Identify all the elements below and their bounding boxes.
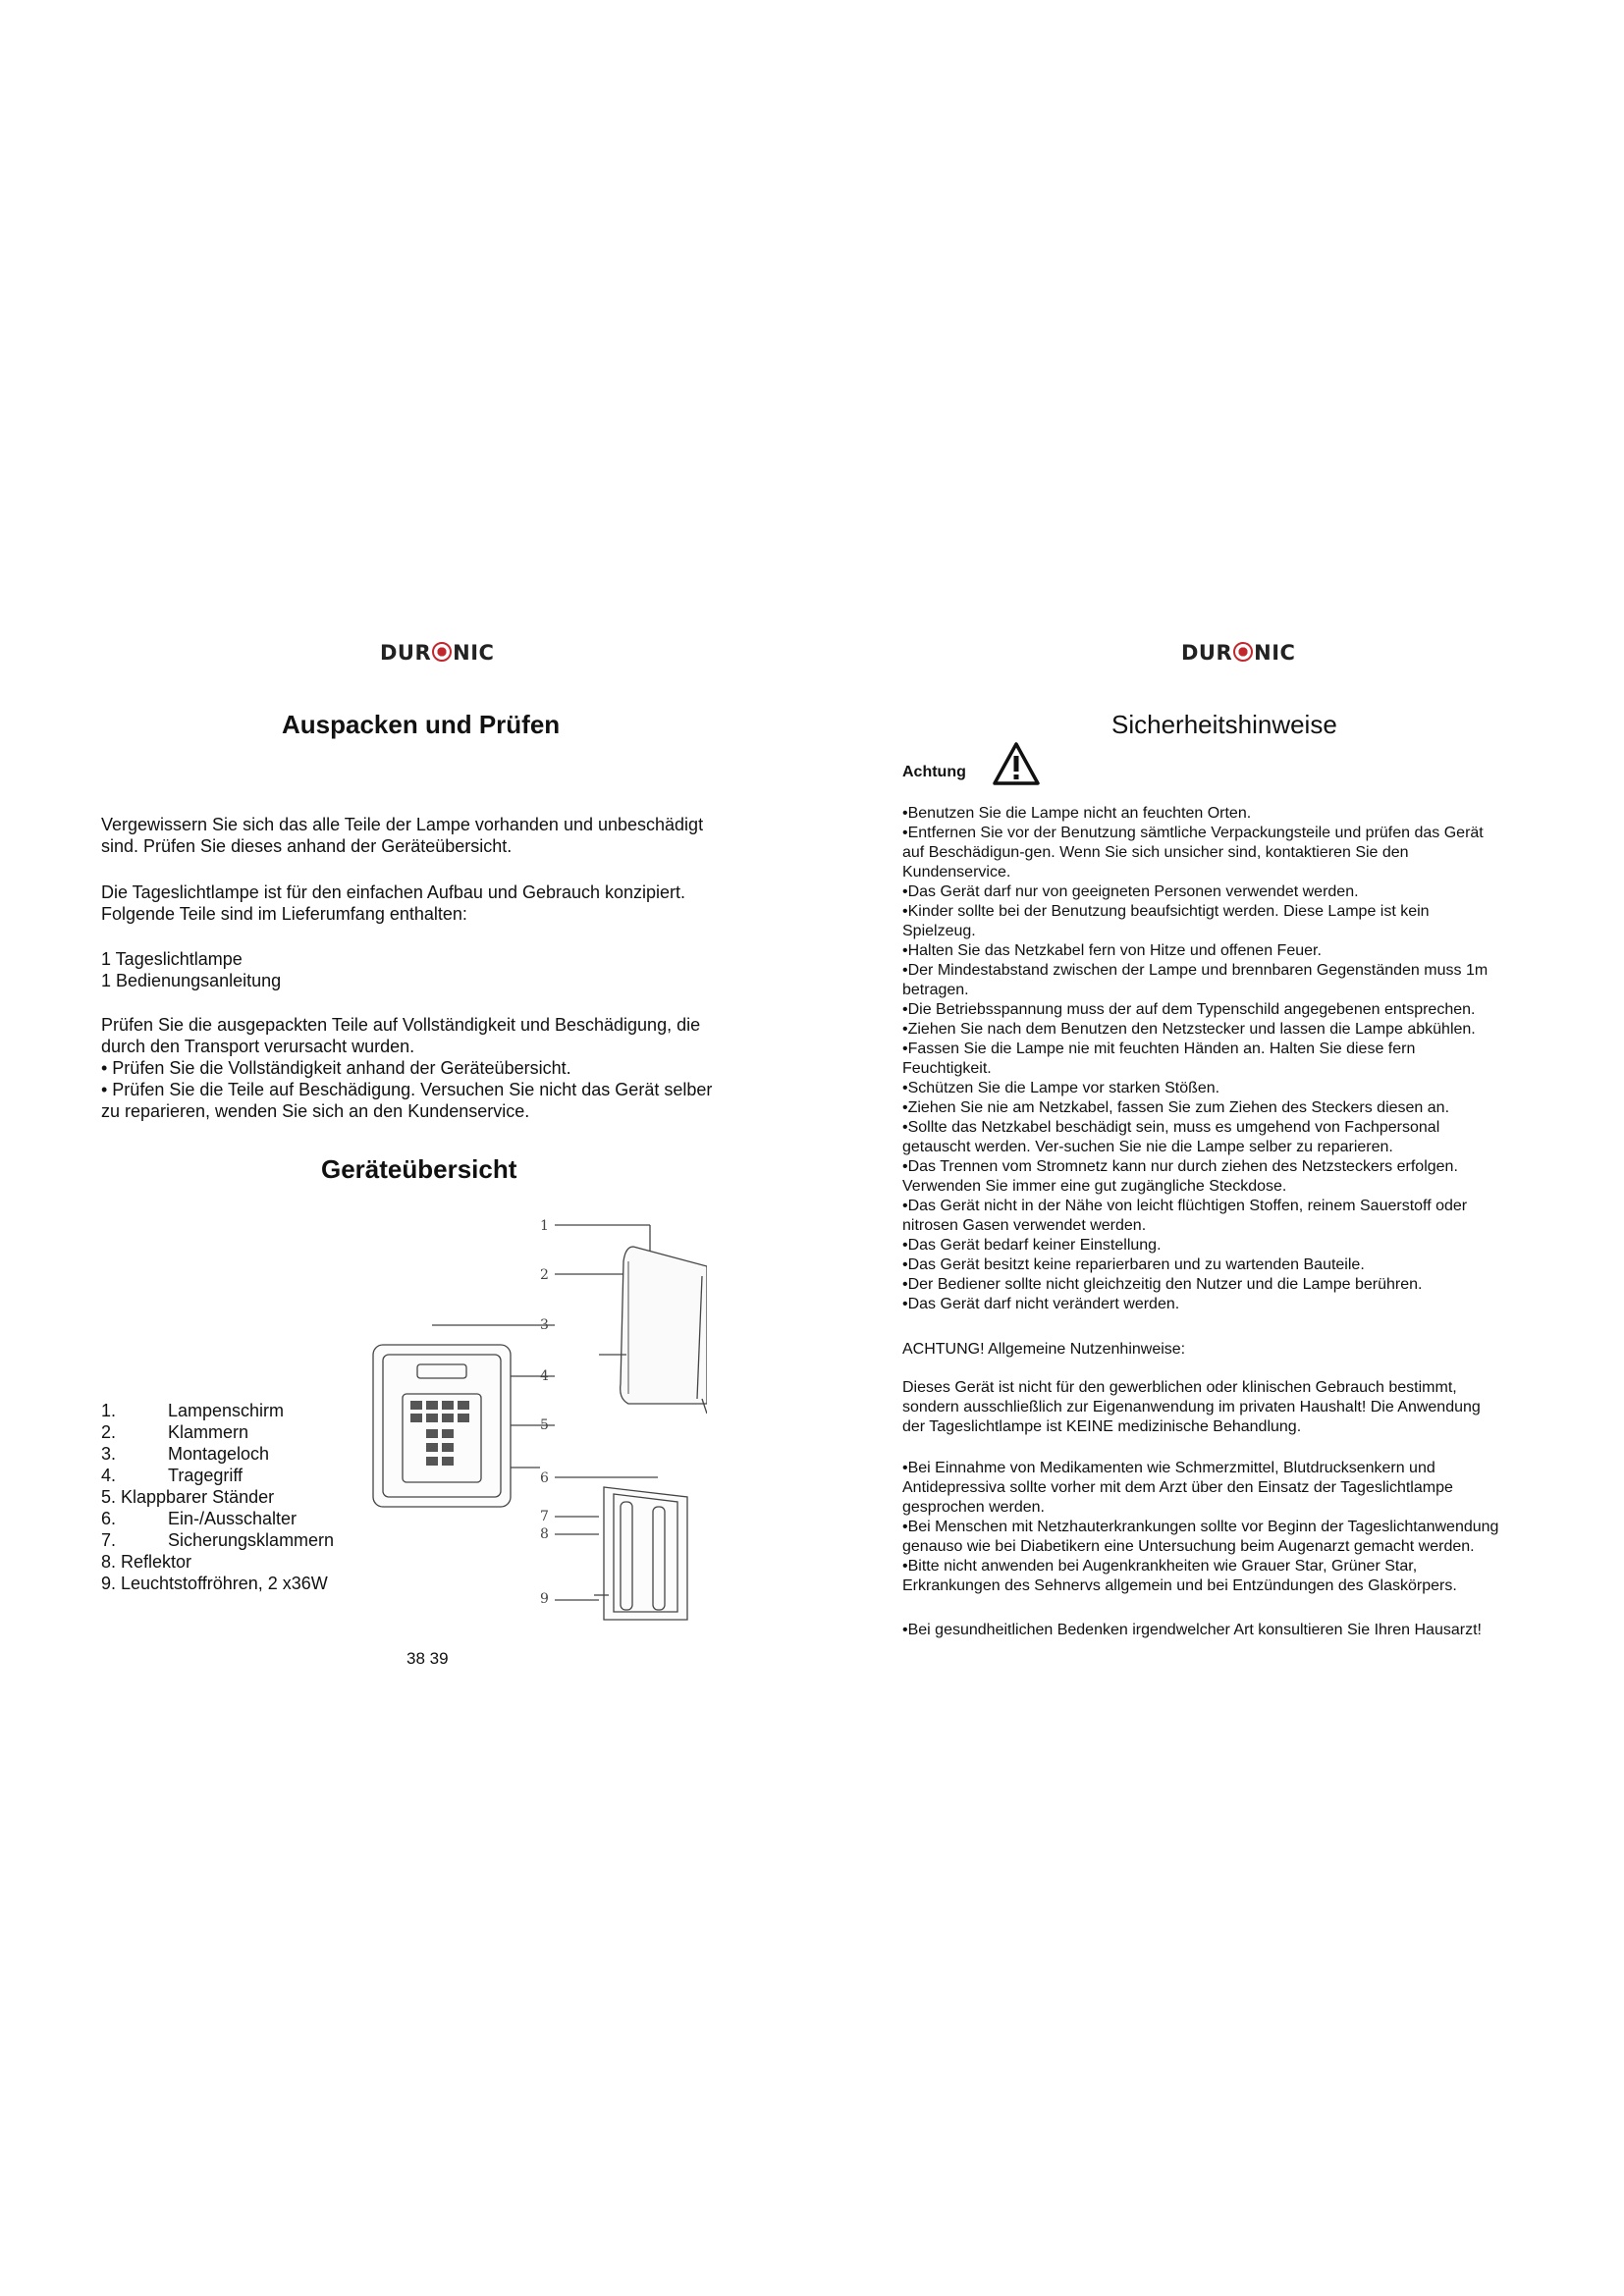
warning-triangle-icon: [992, 741, 1041, 786]
parts-list-item: [101, 1421, 334, 1443]
parts-list-item: [101, 1465, 334, 1486]
part-number: 7.: [101, 1530, 117, 1550]
overview-title: Geräteübersicht: [321, 1154, 517, 1184]
part-label: 5. Klappbarer Ständer: [101, 1487, 275, 1507]
safety-line: •Das Gerät darf nicht verändert werden.: [902, 1296, 1180, 1312]
callout-4: 4: [540, 1368, 549, 1384]
safety-line: getauscht werden. Ver-suchen Sie nie die Lampe selber zu reparieren.: [902, 1139, 1393, 1155]
parts-list-item: [101, 1443, 334, 1465]
text-line: Dieses Gerät ist nicht für den gewerblichen oder klinischen Gebrauch bestimmt,: [902, 1379, 1457, 1396]
achtung-label: Achtung: [902, 764, 966, 780]
lamp-diagram: [334, 1207, 707, 1639]
text-line: sind. Prüfen Sie dieses anhand der Geräteübersicht.: [101, 836, 513, 856]
text-line: zu reparieren, wenden Sie sich an den Kundenservice.: [101, 1101, 530, 1121]
safety-line: •Das Gerät nicht in der Nähe von leicht flüchtigen Stoffen, reinem Sauerstoff oder: [902, 1198, 1468, 1214]
safety-line: •Schützen Sie die Lampe vor starken Stößen.: [902, 1080, 1220, 1096]
parts-list: [101, 1400, 334, 1594]
text-line: •Bei Einnahme von Medikamenten wie Schmerzmittel, Blutdrucksenkern und: [902, 1460, 1435, 1476]
safety-line: Spielzeug.: [902, 923, 976, 939]
part-label: 8. Reflektor: [101, 1552, 192, 1572]
safety-line: •Halten Sie das Netzkabel fern von Hitze und offenen Feuer.: [902, 942, 1322, 959]
text-line: • Prüfen Sie die Vollständigkeit anhand der Geräteübersicht.: [101, 1058, 571, 1078]
part-number: 6.: [101, 1509, 117, 1528]
text-line: Vergewissern Sie sich das alle Teile der Lampe vorhanden und unbeschädigt: [101, 815, 704, 834]
callout-1: 1: [540, 1218, 549, 1234]
final-note: •Bei gesundheitlichen Bedenken irgendwelcher Art konsultieren Sie Ihren Hausarzt!: [902, 1622, 1482, 1638]
callout-8: 8: [540, 1526, 549, 1542]
text-line: •Bitte nicht anwenden bei Augenkrankheiten wie Grauer Star, Grüner Star,: [902, 1558, 1418, 1575]
part-label: Lampenschirm: [168, 1401, 285, 1420]
text-line: Die Tageslichtlampe ist für den einfachen Aufbau und Gebrauch konzipiert.: [101, 882, 686, 902]
safety-line: Verwenden Sie immer eine gut zugängliche Steckdose.: [902, 1178, 1287, 1195]
text-line: Antidepressiva sollte vorher mit dem Arzt über den Einsatz der Tageslichtlampe: [902, 1479, 1453, 1496]
safety-line: •Der Bediener sollte nicht gleichzeitig den Nutzer und die Lampe berühren.: [902, 1276, 1423, 1293]
safety-line: •Entfernen Sie vor der Benutzung sämtliche Verpackungsteile und prüfen das Gerät: [902, 825, 1484, 841]
page-title: Auspacken und Prüfen: [282, 710, 561, 739]
text-line: • Prüfen Sie die Teile auf Beschädigung. Versuchen Sie nicht das Gerät selber: [101, 1080, 713, 1099]
safety-line: •Das Gerät bedarf keiner Einstellung.: [902, 1237, 1162, 1254]
text-line: durch den Transport verursacht wurden.: [101, 1037, 415, 1056]
safety-line: •Das Gerät darf nur von geeigneten Personen verwendet werden.: [902, 883, 1359, 900]
callout-6: 6: [540, 1470, 549, 1486]
safety-line: auf Beschädigun-gen. Wenn Sie sich unsicher sind, kontaktieren Sie den: [902, 844, 1409, 861]
text-line: Erkrankungen des Sehnervs allgemein und bei Entzündungen des Glaskörpers.: [902, 1577, 1457, 1594]
safety-line: •Das Trennen vom Stromnetz kann nur durch ziehen des Netzsteckers erfolgen.: [902, 1158, 1458, 1175]
part-label: Klammern: [168, 1422, 249, 1442]
part-label: Ein-/Ausschalter: [168, 1509, 298, 1528]
parts-list-item: [101, 1551, 334, 1573]
parts-list-item: [101, 1573, 334, 1594]
part-label: Montageloch: [168, 1444, 270, 1464]
general-heading: ACHTUNG! Allgemeine Nutzenhinweise:: [902, 1341, 1186, 1358]
parts-list-item: [101, 1486, 334, 1508]
check-paragraph: [101, 1014, 712, 1122]
safety-instructions: [902, 804, 1488, 1314]
callout-5: 5: [540, 1417, 549, 1433]
text-line: Folgende Teile sind im Lieferumfang enthalten:: [101, 904, 467, 924]
text-line: 1 Tageslichtlampe: [101, 949, 243, 969]
parts-list-item: [101, 1529, 334, 1551]
logo-o-icon: [1233, 642, 1253, 662]
text-line: Prüfen Sie die ausgepackten Teile auf Vollständigkeit und Beschädigung, die: [101, 1015, 701, 1035]
part-number: 1.: [101, 1401, 117, 1420]
callout-2: 2: [540, 1267, 549, 1283]
callout-7: 7: [540, 1509, 549, 1524]
part-number: 3.: [101, 1444, 117, 1464]
safety-line: Feuchtigkeit.: [902, 1060, 992, 1077]
safety-line: •Der Mindestabstand zwischen der Lampe und brennbaren Gegenständen muss 1m: [902, 962, 1489, 979]
safety-line: •Ziehen Sie nach dem Benutzen den Netzstecker und lassen die Lampe abkühlen.: [902, 1021, 1476, 1038]
safety-line: •Das Gerät besitzt keine reparierbaren und zu wartenden Bauteile.: [902, 1256, 1365, 1273]
part-label: Tragegriff: [168, 1466, 244, 1485]
duronic-logo: DUR NIC: [380, 641, 495, 665]
text-line: •Bei Menschen mit Netzhauterkrankungen sollte vor Beginn der Tageslichtanwendung: [902, 1519, 1499, 1535]
page-numbers: 38 39: [406, 1649, 449, 1668]
callout-3: 3: [540, 1317, 549, 1333]
safety-line: •Die Betriebsspannung muss der auf dem Typenschild angegebenen entsprechen.: [902, 1001, 1476, 1018]
text-line: der Tageslichtlampe ist KEINE medizinische Behandlung.: [902, 1418, 1302, 1435]
part-number: 2.: [101, 1422, 117, 1442]
callout-9: 9: [540, 1591, 549, 1607]
part-number: 4.: [101, 1466, 117, 1485]
contents-list: [101, 948, 281, 991]
page-title: Sicherheitshinweise: [1111, 710, 1337, 739]
text-line: 1 Bedienungsanleitung: [101, 971, 282, 990]
intro-paragraph-2: [101, 881, 685, 925]
safety-line: •Kinder sollte bei der Benutzung beaufsichtigt werden. Diese Lampe ist kein: [902, 903, 1430, 920]
safety-line: •Sollte das Netzkabel beschädigt sein, muss es umgehend von Fachpersonal: [902, 1119, 1440, 1136]
part-label: 9. Leuchtstoffröhren, 2 x36W: [101, 1574, 328, 1593]
part-label: Sicherungsklammern: [168, 1530, 335, 1550]
text-line: genauso wie bei Diabetikern eine Untersuchung beim Augenarzt gemacht werden.: [902, 1538, 1475, 1555]
intro-paragraph-1: [101, 814, 703, 857]
parts-list-item: [101, 1508, 334, 1529]
text-line: sondern ausschließlich zur Eigenanwendung im privaten Haushalt! Die Anwendung: [902, 1399, 1481, 1415]
duronic-logo: DUR NIC: [1181, 641, 1296, 665]
general-paragraph: [902, 1378, 1481, 1437]
logo-o-icon: [432, 642, 452, 662]
safety-line: •Benutzen Sie die Lampe nicht an feuchten Orten.: [902, 805, 1252, 822]
safety-line: •Fassen Sie die Lampe nie mit feuchten Händen an. Halten Sie diese fern: [902, 1041, 1416, 1057]
safety-line: betragen.: [902, 982, 969, 998]
medical-notes: [902, 1459, 1498, 1596]
text-line: gesprochen werden.: [902, 1499, 1045, 1516]
safety-line: •Ziehen Sie nie am Netzkabel, fassen Sie zum Ziehen des Steckers diesen an.: [902, 1099, 1450, 1116]
parts-list-item: [101, 1400, 334, 1421]
safety-line: Kundenservice.: [902, 864, 1011, 881]
safety-line: nitrosen Gasen verwendet werden.: [902, 1217, 1147, 1234]
